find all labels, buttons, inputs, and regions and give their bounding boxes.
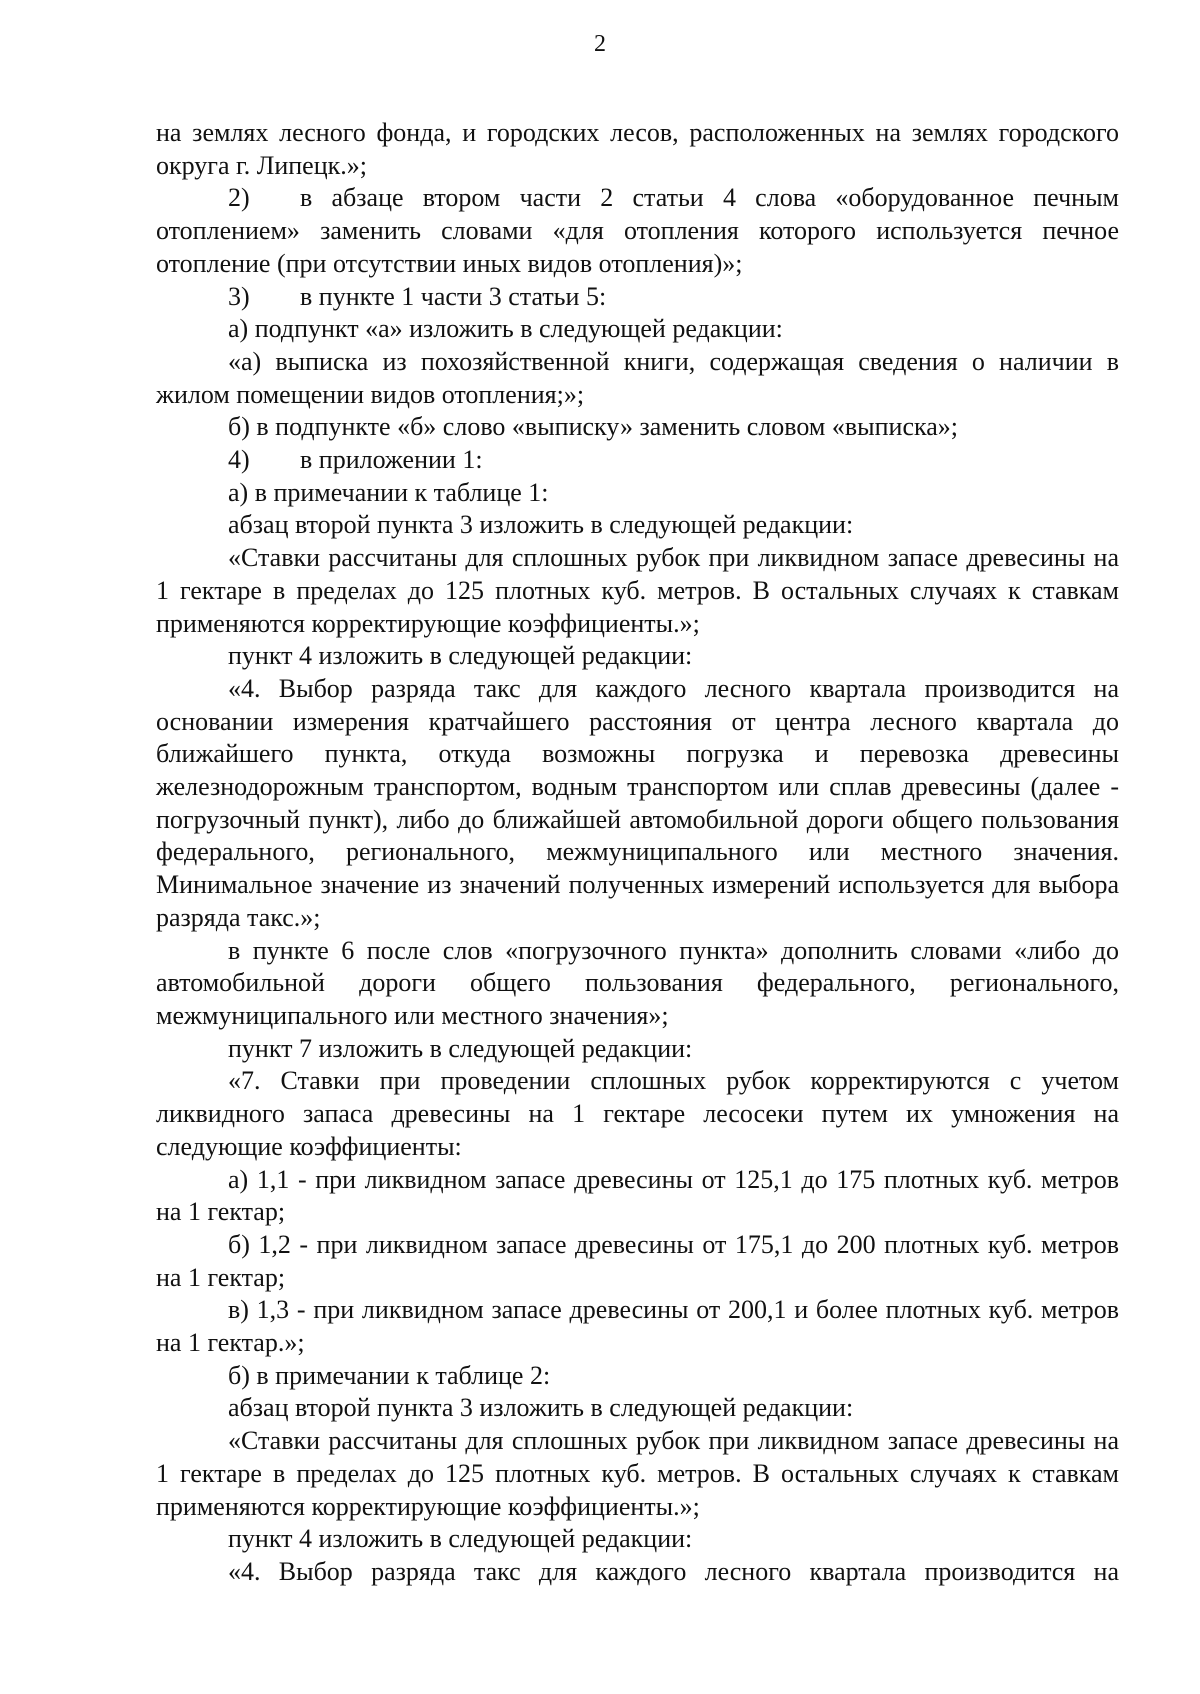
paragraph (156, 1229, 1119, 1294)
list-number: 2) (228, 183, 250, 213)
paragraph-text: абзац второй пункта 3 изложить в следующей редакции: (228, 510, 854, 540)
paragraph (156, 1392, 1119, 1425)
paragraph (156, 1033, 1119, 1066)
paragraph (156, 1425, 1119, 1523)
paragraph-text: в абзаце втором части 2 статьи 4 слова «оборудованное печным отоплением» заменить словами «для отопления которого используется печное отопление (при отсутствии иных видов отопления)»; (156, 183, 1119, 278)
paragraph (156, 1556, 1119, 1589)
paragraph (156, 1065, 1119, 1163)
paragraph-text: «Ставки рассчитаны для сплошных рубок при ликвидном запасе древесины на 1 гектаре в пределах до 125 плотных куб. метров. В остальных случаях к ставкам применяются корректирующие коэффициенты.»; (156, 543, 1119, 638)
paragraph-text: на землях лесного фонда, и городских лесов, расположенных на землях городского округа г. Липецк.»; (156, 118, 1119, 180)
paragraph-text: пункт 4 изложить в следующей редакции: (228, 641, 693, 671)
paragraph-text: а) подпункт «а» изложить в следующей редакции: (228, 314, 783, 344)
paragraph-text: в пункте 1 части 3 статьи 5: (300, 281, 607, 311)
paragraph (156, 1164, 1119, 1229)
paragraph-text: а) в примечании к таблице 1: (228, 477, 549, 507)
paragraph (156, 1294, 1119, 1359)
paragraph-text: в приложении 1: (300, 445, 483, 475)
paragraph (156, 313, 1119, 346)
paragraph (156, 411, 1119, 444)
paragraph-text: в) 1,3 - при ликвидном запасе древесины от 200,1 и более плотных куб. метров на 1 гектар.»; (156, 1295, 1119, 1358)
paragraph (156, 477, 1119, 510)
body-text (156, 117, 1119, 1589)
paragraph-text: «4. Выбор разряда такс для каждого лесного квартала производится на (228, 1556, 1119, 1586)
paragraph (156, 182, 1119, 280)
paragraph-text: «Ставки рассчитаны для сплошных рубок при ликвидном запасе древесины на 1 гектаре в пределах до 125 плотных куб. метров. В остальных случаях к ставкам применяются корректирующие коэффициенты.»; (156, 1426, 1119, 1521)
paragraph-text: б) в примечании к таблице 2: (228, 1360, 551, 1390)
paragraph-text: «4. Выбор разряда такс для каждого лесного квартала производится на основании измерения кратчайшего расстояния от центра лесного квартала до ближайшего пункта, откуда возможны погрузка и перевозка древесины железнодорожным транспортом, водным транспортом или сплав древесины (далее - погрузочный пункт), либо до ближайшей автомобильной дороги общего пользования федерального, регионального, межмуниципального или местного значения. Минимальное значение из значений полученных измерений используется для выбора разряда такс.»; (156, 673, 1119, 932)
paragraph-text: пункт 7 изложить в следующей редакции: (228, 1033, 693, 1063)
paragraph (156, 1523, 1119, 1556)
paragraph (156, 935, 1119, 1033)
page-number: 2 (594, 31, 606, 57)
list-number: 3) (228, 281, 250, 311)
paragraph (156, 673, 1119, 935)
paragraph-text: а) 1,1 - при ликвидном запасе древесины от 125,1 до 175 плотных куб. метров на 1 гектар; (156, 1164, 1119, 1227)
paragraph-text: в пункте 6 после слов «погрузочного пункта» дополнить словами «либо до автомобильной дороги общего пользования федерального, регионального, межмуниципального или местного значения»; (156, 935, 1119, 1030)
paragraph-text: пункт 4 изложить в следующей редакции: (228, 1524, 693, 1554)
paragraph-text: б) в подпункте «б» слово «выписку» заменить словом «выписка»; (228, 412, 958, 442)
paragraph-text: абзац второй пункта 3 изложить в следующей редакции: (228, 1393, 854, 1423)
paragraph (156, 346, 1119, 411)
paragraph (156, 281, 1119, 314)
paragraph (156, 444, 1119, 477)
paragraph (156, 1360, 1119, 1393)
paragraph-text: «7. Ставки при проведении сплошных рубок корректируются с учетом ликвидного запаса древесины на 1 гектаре лесосеки путем их умножения на следующие коэффициенты: (156, 1066, 1119, 1161)
paragraph (156, 117, 1119, 182)
list-number: 4) (228, 445, 250, 475)
paragraph (156, 640, 1119, 673)
paragraph-text: б) 1,2 - при ликвидном запасе древесины от 175,1 до 200 плотных куб. метров на 1 гектар; (156, 1229, 1119, 1292)
paragraph-text: «а) выписка из похозяйственной книги, содержащая сведения о наличии в жилом помещении видов отопления;»; (156, 346, 1119, 409)
paragraph (156, 509, 1119, 542)
paragraph (156, 542, 1119, 640)
